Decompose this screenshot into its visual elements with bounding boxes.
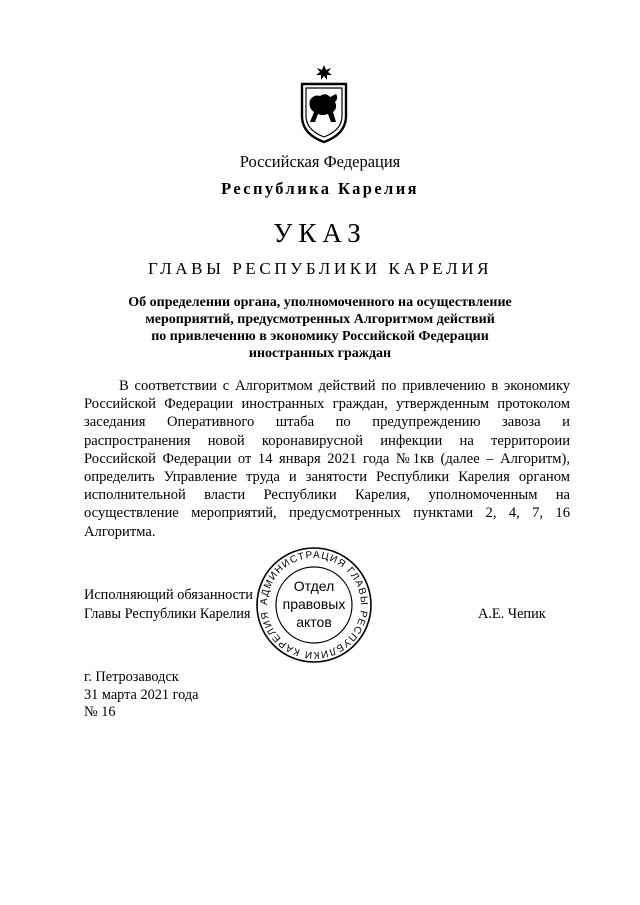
decree-title bbox=[0, 294, 640, 362]
signatory-position-line: Главы Республики Карелия bbox=[84, 606, 251, 622]
issue-date: 31 марта 2021 года bbox=[84, 686, 199, 703]
republic-name: Республика Карелия bbox=[221, 179, 419, 198]
decree-title-line: мероприятий, предусмотренных Алгоритмом действий bbox=[145, 312, 495, 327]
stamp-ring-text: АДМИНИСТРАЦИЯ ГЛАВЫ РЕСПУБЛИКИ КАРЕЛИЯ bbox=[258, 549, 370, 661]
official-stamp bbox=[254, 545, 374, 665]
issuer-title: ГЛАВЫ РЕСПУБЛИКИ КАРЕЛИЯ bbox=[147, 259, 493, 278]
decree-title-line: иностранных граждан bbox=[248, 346, 392, 361]
decree-number: № 16 bbox=[84, 704, 116, 720]
stamp-line: Отдел bbox=[293, 578, 335, 594]
stamp-line: правовых bbox=[282, 596, 346, 612]
document-footer bbox=[84, 669, 199, 722]
place-of-issue: г. Петрозаводск bbox=[84, 669, 179, 685]
signatory-position-line: Исполняющий обязанности bbox=[84, 587, 253, 603]
document-type: УКАЗ bbox=[273, 218, 367, 248]
stamp-line: актов bbox=[296, 614, 332, 630]
country-name: Российская Федерация bbox=[239, 152, 401, 171]
decree-title-line: Об определении органа, уполномоченного на осуществление bbox=[128, 295, 512, 310]
signatory-position bbox=[84, 586, 253, 624]
decree-title-line: по привлечению в экономику Российской Федерации bbox=[151, 329, 489, 344]
signatory-name: А.Е. Чепик bbox=[478, 606, 546, 622]
decree-body: В соответствии с Алгоритмом действий по привлечению в экономику Российской Федерации иностранных граждан, утвержденным протоколом заседания Оперативного штаба по предупреждению завоза и распространения новой коронавирусной инфекции на территороии Российской Федерации от 14 января 2021 года №1кв (далее – Алгоритм), определить Управление труда и занятости Республики Карелия органом исполнительной власти Республики Карелия, уполномоченным на осуществление мероприятий, предусмотренных пунктами 2, 4, 7, 16 Алгоритма. bbox=[84, 378, 570, 540]
coat-of-arms-icon bbox=[296, 64, 352, 144]
